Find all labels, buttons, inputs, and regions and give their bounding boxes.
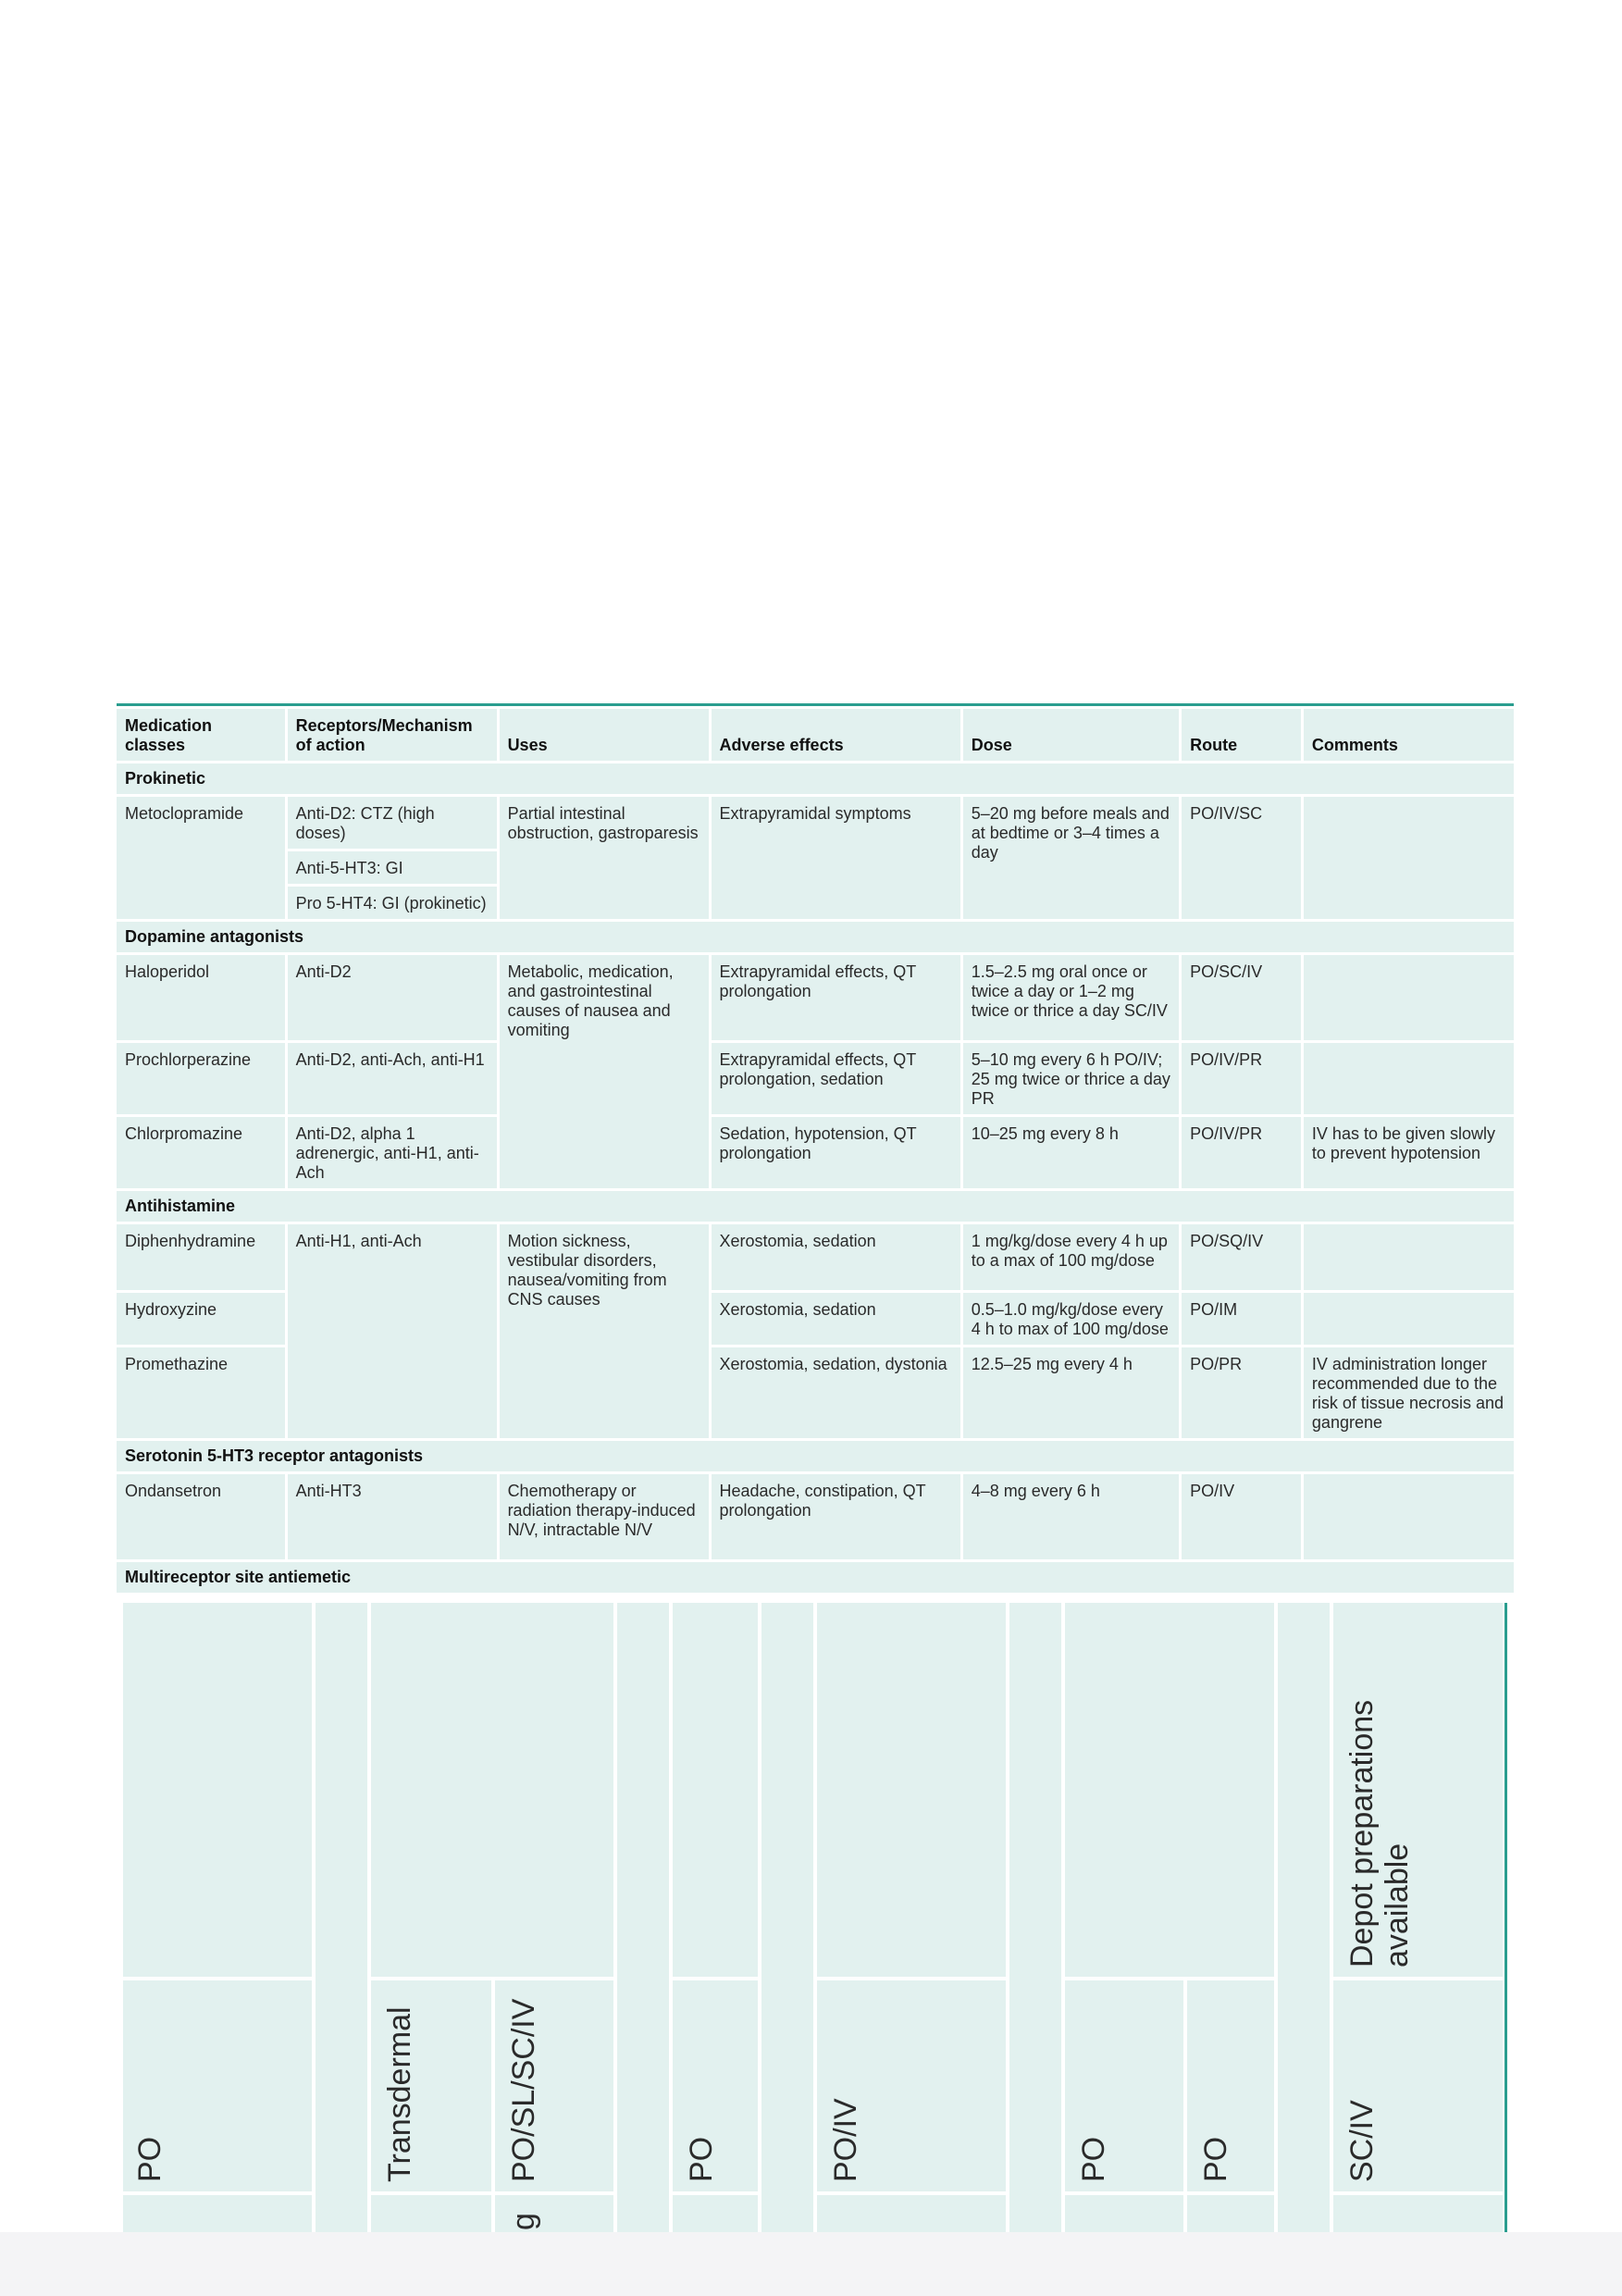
adverse-cell: Xerostomia, sedation [712,1293,960,1345]
rotated-route-text: PO [684,2136,719,2182]
comments-cell [1304,955,1514,1040]
route-cell: PO/IV/SC [1182,797,1301,919]
rotated-cell [1333,2195,1503,2232]
rotated-cell [495,2195,613,2232]
drug-name: Prochlorperazine [117,1043,285,1114]
adverse-cell: Headache, constipation, QT prolongation [712,1474,960,1559]
rotated-cell [123,1980,312,2191]
receptors-cell: Anti-D2 [288,955,497,1040]
drug-name: Chlorpromazine [117,1117,285,1188]
route-cell: PO/IV [1182,1474,1301,1559]
adverse-cell: Sedation, hypotension, QT prolongation [712,1117,960,1188]
rotated-route-text: PO [132,2136,167,2182]
rotated-table-edge-rule [1504,1603,1507,2232]
comments-cell [1304,1293,1514,1345]
comments-cell [1304,797,1514,919]
section-prokinetic: Prokinetic [117,763,1514,794]
rotated-route-text: Transdermal [382,2006,417,2182]
adverse-cell: Xerostomia, sedation, dystonia [712,1347,960,1438]
rotated-cell [371,1603,613,1977]
rotated-cell [673,2195,758,2232]
rotated-cell [1065,2195,1183,2232]
route-cell: PO/PR [1182,1347,1301,1438]
medication-table [117,703,1514,1595]
table-row [117,1224,1514,1290]
table-row [117,1043,1514,1114]
receptors-cell [288,797,497,919]
header-uses: Uses [500,709,709,761]
drug-name: Diphenhydramine [117,1224,285,1290]
dose-cell: 0.5–1.0 mg/kg/dose every 4 h to max of 100 mg/dose [963,1293,1179,1345]
drug-name: Haloperidol [117,955,285,1040]
rotated-route-text: PO [1198,2136,1233,2182]
table-row [117,1117,1514,1188]
rotated-cell [495,1980,613,2191]
drug-name: Hydroxyzine [117,1293,285,1345]
section-row [117,1562,1514,1593]
rotated-cell [316,1603,367,2232]
adverse-cell: Xerostomia, sedation [712,1224,960,1290]
rotated-route-text: PO/IV [828,2098,863,2182]
header-comments: Comments [1304,709,1514,761]
route-cell: PO/IV/PR [1182,1117,1301,1188]
uses-cell: Chemotherapy or radiation therapy-induced N/V, intractable N/V [500,1474,709,1559]
section-serotonin: Serotonin 5-HT3 receptor antagonists [117,1441,1514,1471]
header-route: Route [1182,709,1301,761]
rotated-cell [761,1603,813,2232]
table-row [117,797,1514,919]
rotated-cell [673,1603,758,1977]
section-antihistamine: Antihistamine [117,1191,1514,1222]
section-row [117,1441,1514,1471]
uses-cell: Partial intestinal obstruction, gastroparesis [500,797,709,919]
uses-cell: Metabolic, medication, and gastrointestinal causes of nausea and vomiting [500,955,709,1188]
rotated-cell [1065,1603,1274,1977]
receptors-cell: Anti-D2, alpha 1 adrenergic, anti-H1, anti-Ach [288,1117,497,1188]
rotated-cell [1187,2195,1274,2232]
section-row [117,763,1514,794]
rotated-cell [1278,1603,1330,2232]
receptors-cell: Anti-H1, anti-Ach [288,1224,497,1438]
rotated-cell [1333,1603,1503,1977]
rotated-route-text: PO [1076,2136,1111,2182]
section-row [117,1191,1514,1222]
rotated-cell [817,1980,1006,2191]
rotated-cell [1187,1980,1274,2191]
rotated-cell [123,1603,312,1977]
comments-cell [1304,1043,1514,1114]
adverse-cell: Extrapyramidal effects, QT prolongation, sedation [712,1043,960,1114]
dose-cell: 12.5–25 mg every 4 h [963,1347,1179,1438]
adverse-cell: Extrapyramidal effects, QT prolongation [712,955,960,1040]
comments-cell: IV administration longer recommended due to the risk of tissue necrosis and gangrene [1304,1347,1514,1438]
comments-cell [1304,1224,1514,1290]
section-multireceptor: Multireceptor site antiemetic [117,1562,1514,1593]
comments-cell: IV has to be given slowly to prevent hypotension [1304,1117,1514,1188]
dose-cell: 5–10 mg every 6 h PO/IV; 25 mg twice or thrice a day PR [963,1043,1179,1114]
rotated-cell [1333,1980,1503,2191]
rotated-comment-text: Depot preparations available [1344,1699,1415,1967]
header-receptors: Receptors/Mechanism of action [288,709,497,761]
receptors-cell: Anti-HT3 [288,1474,497,1559]
receptor-item: Pro 5-HT4: GI (prokinetic) [288,884,497,919]
rotated-cell [123,2195,312,2232]
uses-cell: Motion sickness, vestibular disorders, nausea/vomiting from CNS causes [500,1224,709,1438]
rotated-route-text: SC/IV [1344,2100,1380,2182]
dose-cell: 1 mg/kg/dose every 4 h up to a max of 100 mg/dose [963,1224,1179,1290]
drug-name: Ondansetron [117,1474,285,1559]
section-dopamine: Dopamine antagonists [117,922,1514,952]
rotated-route-text: PO/SL/SC/IV [506,1998,541,2182]
route-cell: PO/IM [1182,1293,1301,1345]
rotated-cell [371,2195,491,2232]
route-cell: PO/SQ/IV [1182,1224,1301,1290]
table-row [117,955,1514,1040]
receptor-item: Anti-D2: CTZ (high doses) [295,804,435,842]
drug-name: Promethazine [117,1347,285,1438]
table-row [117,1474,1514,1559]
dose-cell: 10–25 mg every 8 h [963,1117,1179,1188]
header-row [117,709,1514,761]
header-medication-classes: Medication classes [117,709,285,761]
rotated-cell [617,1603,669,2232]
drug-name: Metoclopramide [117,797,285,919]
receptors-cell: Anti-D2, anti-Ach, anti-H1 [288,1043,497,1114]
rotated-partial-text: g [506,2213,541,2230]
rotated-cell [817,1603,1006,1977]
receptor-item: Anti-5-HT3: GI [288,849,497,884]
dose-cell: 5–20 mg before meals and at bedtime or 3–4 times a day [963,797,1179,919]
rotated-cell [673,1980,758,2191]
rotated-cell [371,1980,491,2191]
dose-cell: 4–8 mg every 6 h [963,1474,1179,1559]
header-dose: Dose [963,709,1179,761]
rotated-cell [1009,1603,1061,2232]
rotated-table-continuation [123,1603,1507,2232]
rotated-cell [817,2195,1006,2232]
page-bottom-margin [0,2232,1622,2296]
header-adverse-effects: Adverse effects [712,709,960,761]
section-row [117,922,1514,952]
route-cell: PO/SC/IV [1182,955,1301,1040]
adverse-cell: Extrapyramidal symptoms [712,797,960,919]
rotated-cell [1065,1980,1183,2191]
dose-cell: 1.5–2.5 mg oral once or twice a day or 1–2 mg twice or thrice a day SC/IV [963,955,1179,1040]
comments-cell [1304,1474,1514,1559]
route-cell: PO/IV/PR [1182,1043,1301,1114]
